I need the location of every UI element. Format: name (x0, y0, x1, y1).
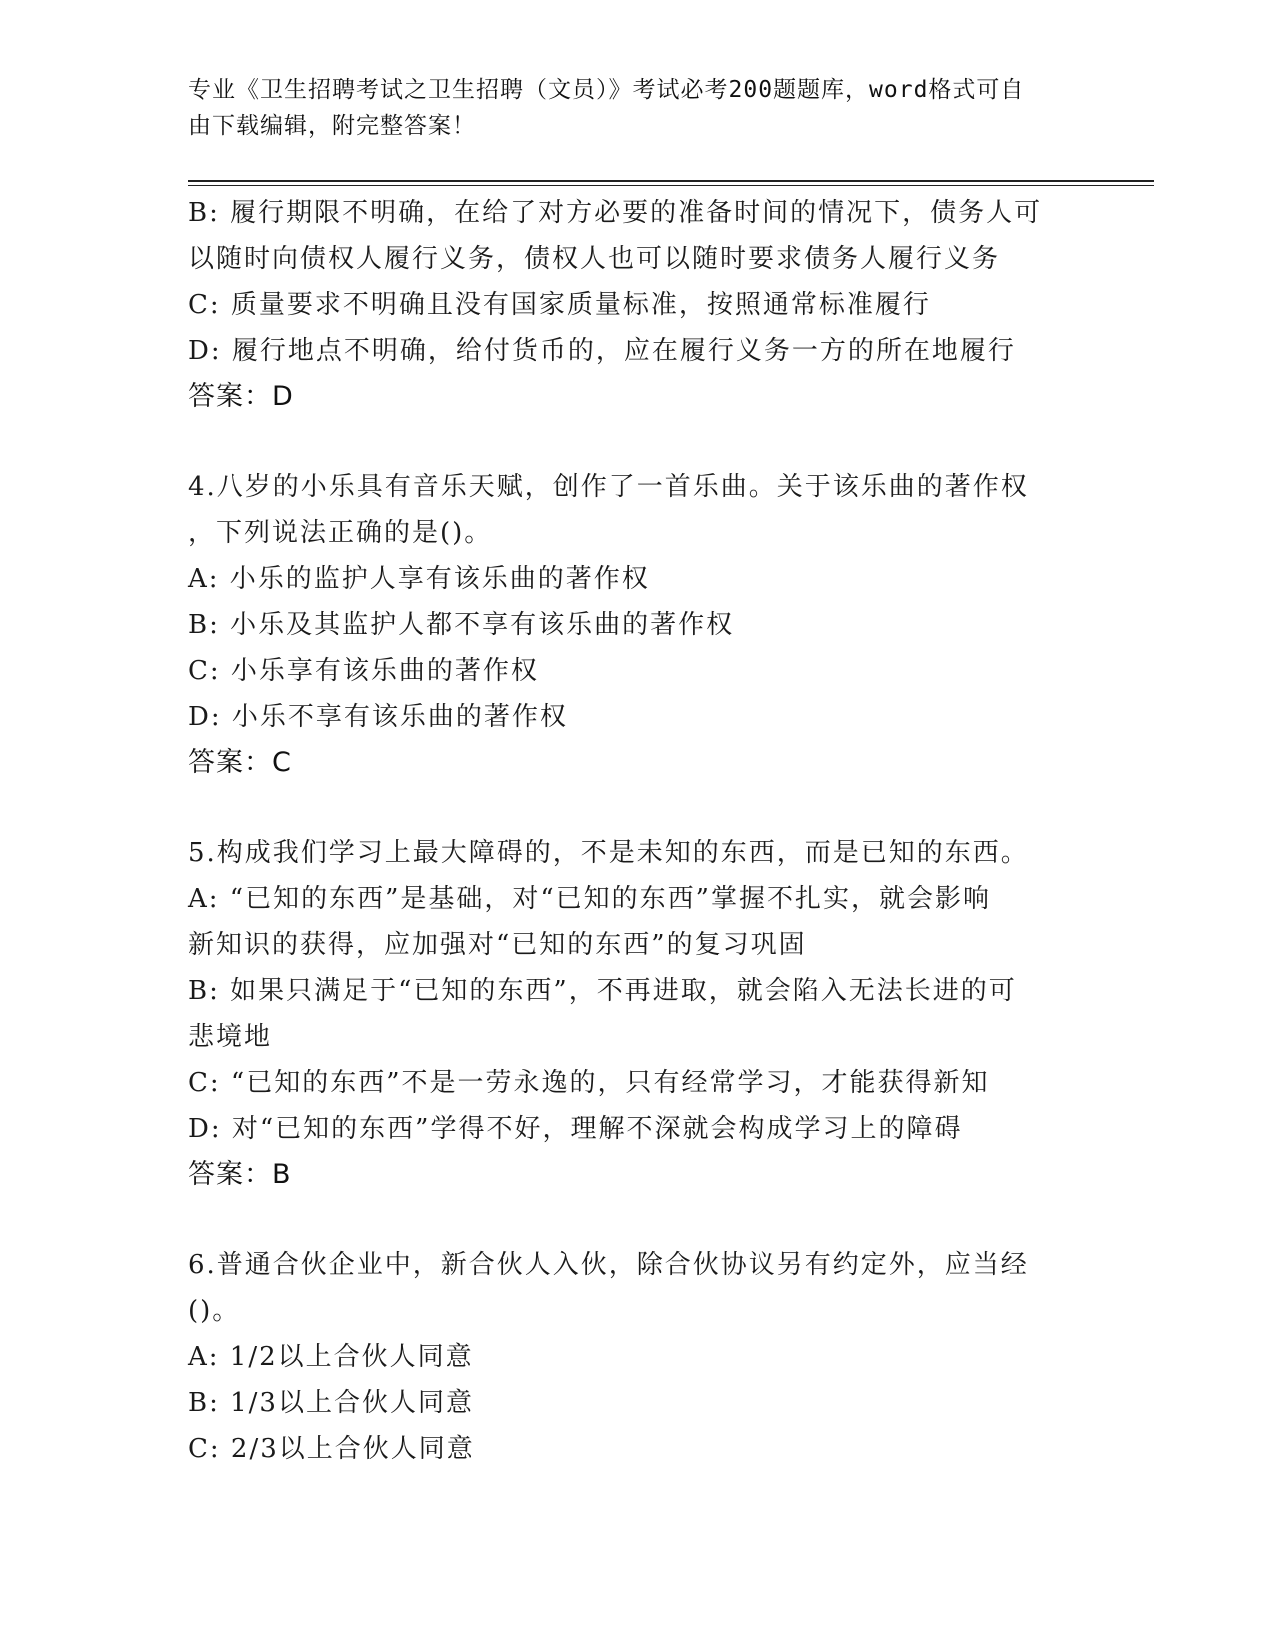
option-b-line-1: B: 履行期限不明确，在给了对方必要的准备时间的情况下，债务人可 (188, 198, 1043, 228)
answer: 答案：D (188, 381, 294, 412)
option-b-line-2: 悲境地 (188, 1022, 273, 1052)
option-c: C: 小乐享有该乐曲的著作权 (188, 656, 539, 686)
document-header (188, 72, 1068, 144)
option-c: C: “已知的东西”不是一劳永逸的，只有经常学习，才能获得新知 (188, 1068, 990, 1098)
question-stem: 5.构成我们学习上最大障碍的，不是未知的东西，而是已知的东西。 (188, 838, 1029, 868)
question-stem-line-1: 6.普通合伙企业中，新合伙人入伙，除合伙协议另有约定外，应当经 (188, 1250, 1029, 1280)
question-stem-line-1: 4.八岁的小乐具有音乐天赋，创作了一首乐曲。关于该乐曲的著作权 (188, 472, 1029, 502)
question-stem-line-2: ，下列说法正确的是()。 (188, 518, 493, 548)
header-line-1: 专业《卫生招聘考试之卫生招聘（文员）》考试必考200题题库，word格式可自 (188, 77, 1025, 103)
option-a-line-1: A: “已知的东西”是基础，对“已知的东西”掌握不扎实，就会影响 (188, 884, 991, 914)
option-a: A: 1/2以上合伙人同意 (188, 1342, 474, 1372)
spacer (188, 420, 1088, 464)
option-a-line-2: 新知识的获得，应加强对“已知的东西”的复习巩固 (188, 930, 807, 960)
answer: 答案：C (188, 747, 292, 778)
option-c: C: 质量要求不明确且没有国家质量标准，按照通常标准履行 (188, 290, 931, 320)
spacer (188, 786, 1088, 830)
option-d: D: 小乐不享有该乐曲的著作权 (188, 702, 568, 732)
option-b: B: 1/3以上合伙人同意 (188, 1388, 474, 1418)
header-line-2: 由下载编辑，附完整答案！ (188, 113, 476, 139)
question-list (188, 190, 1088, 1472)
answer: 答案：B (188, 1159, 292, 1190)
option-c: C: 2/3以上合伙人同意 (188, 1434, 475, 1464)
option-d: D: 履行地点不明确，给付货币的，应在履行义务一方的所在地履行 (188, 336, 1016, 366)
header-rule-thin (188, 185, 1154, 186)
question-3 (188, 190, 1088, 420)
option-b: B: 小乐及其监护人都不享有该乐曲的著作权 (188, 610, 735, 640)
spacer (188, 1198, 1088, 1242)
header-rule-thick (188, 180, 1154, 182)
question-6 (188, 1242, 1088, 1472)
question-4 (188, 464, 1088, 786)
question-5 (188, 830, 1088, 1198)
question-stem-line-2: ()。 (188, 1296, 241, 1326)
option-d: D: 对“已知的东西”学得不好，理解不深就会构成学习上的障碍 (188, 1114, 963, 1144)
option-b-line-2: 以随时向债权人履行义务，债权人也可以随时要求债务人履行义务 (188, 244, 1001, 274)
option-a: A: 小乐的监护人享有该乐曲的著作权 (188, 564, 650, 594)
option-b-line-1: B: 如果只满足于“已知的东西”，不再进取，就会陷入无法长进的可 (188, 976, 1017, 1006)
